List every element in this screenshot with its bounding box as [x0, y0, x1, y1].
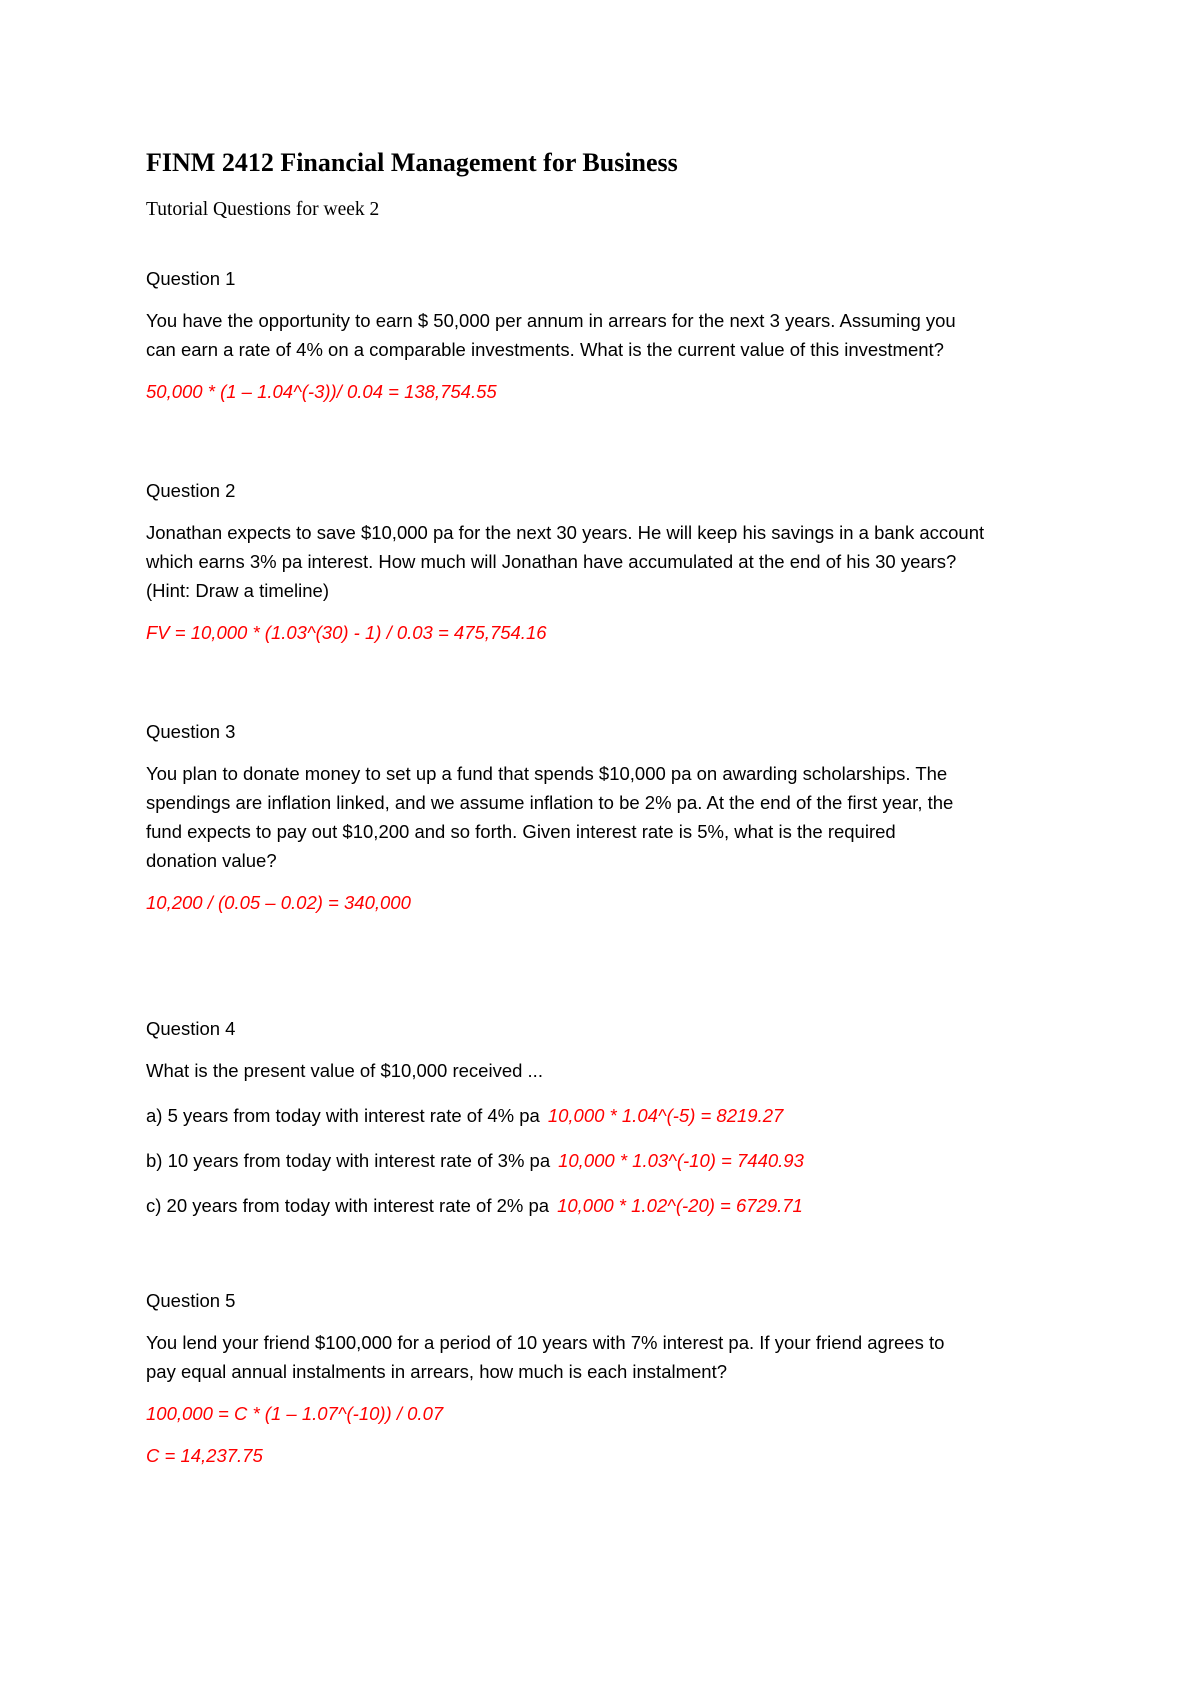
- question-part-c: [146, 1191, 1076, 1220]
- question-text: [146, 306, 1076, 364]
- question-line: Jonathan expects to save $10,000 pa for the next 30 years. He will keep his savings in a bank account: [146, 522, 985, 543]
- question-line: fund expects to pay out $10,200 and so forth. Given interest rate is 5%, what is the required: [146, 821, 896, 842]
- part-answer: 10,000 * 1.02^(-20) = 6729.71: [557, 1195, 803, 1216]
- question-line: donation value?: [146, 850, 277, 871]
- answer-line: FV = 10,000 * (1.03^(30) - 1) / 0.03 = 475,754.16: [146, 622, 547, 643]
- question-intro: What is the present value of $10,000 received ...: [146, 1060, 543, 1081]
- question-line: pay equal annual instalments in arrears, how much is each instalment?: [146, 1361, 728, 1382]
- part-text: a) 5 years from today with interest rate of 4% pa: [146, 1105, 540, 1126]
- document-title: FINM 2412 Financial Management for Business: [146, 148, 678, 177]
- question-text: [146, 759, 1076, 875]
- question-heading: Question 1: [146, 268, 236, 289]
- answer-line: 100,000 = C * (1 – 1.07^(-10)) / 0.07: [146, 1403, 444, 1424]
- part-answer: 10,000 * 1.04^(-5) = 8219.27: [547, 1105, 784, 1126]
- question-part-a: [146, 1101, 1076, 1130]
- part-text: c) 20 years from today with interest rate of 2% pa: [146, 1195, 550, 1216]
- question-line: can earn a rate of 4% on a comparable investments. What is the current value of this investment?: [146, 339, 944, 360]
- question-line: You lend your friend $100,000 for a period of 10 years with 7% interest pa. If your friend agrees to: [146, 1332, 945, 1353]
- answer-line: 50,000 * (1 – 1.04^(-3))/ 0.04 = 138,754.55: [146, 381, 497, 402]
- question-1: [146, 264, 1076, 406]
- question-line: You have the opportunity to earn $ 50,000 per annum in arrears for the next 3 years. Assuming you: [146, 310, 956, 331]
- question-heading: Question 2: [146, 480, 236, 501]
- question-text: [146, 1328, 1076, 1386]
- question-part-b: [146, 1146, 1076, 1175]
- question-5: [146, 1286, 1076, 1470]
- part-answer: 10,000 * 1.03^(-10) = 7440.93: [558, 1150, 804, 1171]
- question-line: spendings are inflation linked, and we assume inflation to be 2% pa. At the end of the first year, the: [146, 792, 954, 813]
- question-line: which earns 3% pa interest. How much will Jonathan have accumulated at the end of his 30 years?: [146, 551, 957, 572]
- question-2: [146, 476, 1076, 647]
- question-4: [146, 1014, 1076, 1236]
- question-3: [146, 717, 1076, 917]
- question-heading: Question 4: [146, 1018, 236, 1039]
- question-line: (Hint: Draw a timeline): [146, 580, 329, 601]
- question-line: You plan to donate money to set up a fund that spends $10,000 pa on awarding scholarships. The: [146, 763, 948, 784]
- question-heading: Question 5: [146, 1290, 236, 1311]
- document-subtitle: Tutorial Questions for week 2: [146, 199, 380, 220]
- answer-line: 10,200 / (0.05 – 0.02) = 340,000: [146, 892, 411, 913]
- answer-line: C = 14,237.75: [146, 1445, 263, 1466]
- question-heading: Question 3: [146, 721, 236, 742]
- question-text: [146, 518, 1076, 605]
- part-text: b) 10 years from today with interest rate of 3% pa: [146, 1150, 551, 1171]
